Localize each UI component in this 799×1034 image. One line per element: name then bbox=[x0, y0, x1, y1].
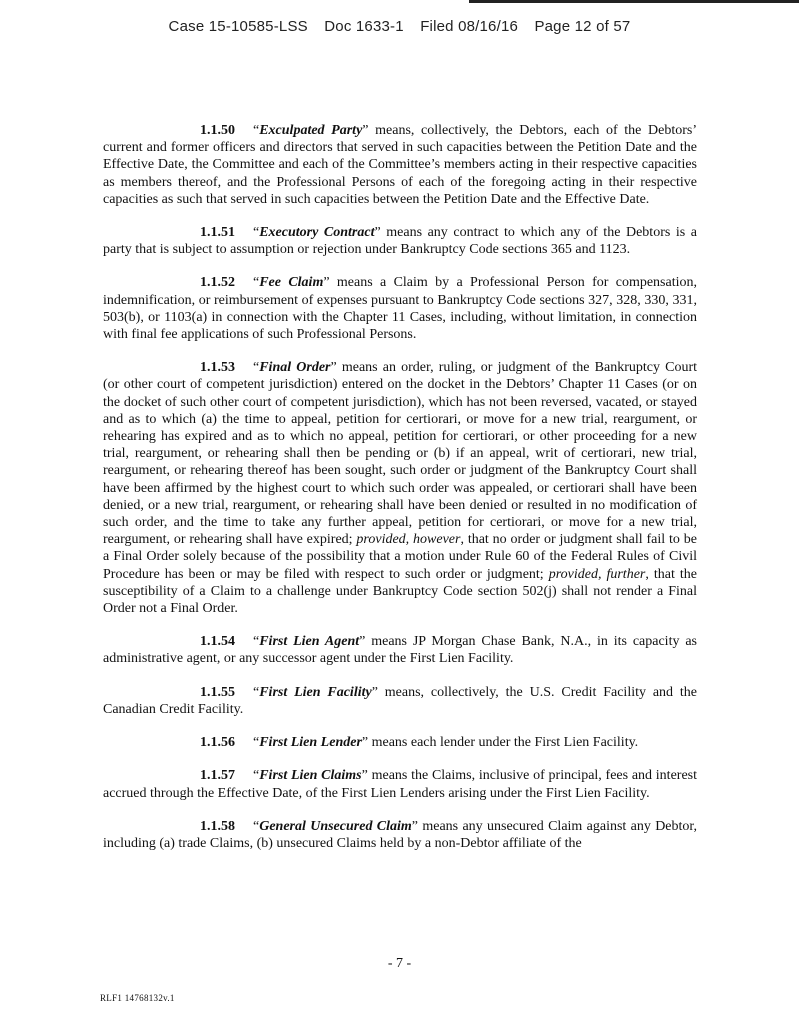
section-number: 1.1.56 bbox=[200, 735, 235, 751]
definition-1-1-54: 1.1.54 “First Lien Agent” means JP Morgan Chase Bank, N.A., in its capacity as administrative agent, or any successor agent under the First Lien Facility. bbox=[103, 634, 697, 667]
defined-term: Final Order bbox=[259, 360, 331, 376]
defined-term: First Lien Claims bbox=[259, 768, 362, 784]
document-id: RLF1 14768132v.1 bbox=[100, 993, 175, 1003]
section-number: 1.1.55 bbox=[200, 684, 235, 700]
section-number: 1.1.50 bbox=[200, 123, 235, 138]
definitions-list bbox=[103, 122, 697, 868]
section-number: 1.1.52 bbox=[200, 275, 235, 291]
proviso-italic: provided, further bbox=[548, 566, 646, 582]
doc-number: Doc 1633-1 bbox=[324, 18, 404, 35]
definition-text: means the Claims, inclusive of principal, fees and interest accrued through the Effective Date, of the First Lien Lenders arising under the First Lien Facility. bbox=[103, 768, 697, 801]
definition-1-1-56: 1.1.56 “First Lien Lender” means each lender under the First Lien Facility. bbox=[200, 735, 639, 751]
scan-edge bbox=[469, 0, 799, 3]
section-number: 1.1.58 bbox=[200, 818, 235, 834]
definition-1-1-57: 1.1.57 “First Lien Claims” means the Claims, inclusive of principal, fees and interest accrued through the Effective Date, of the First Lien Lenders arising under the First Lien Facility. bbox=[103, 768, 697, 801]
definition-text: means a Claim by a Professional Person for compensation, indemnification, or reimbursement of expenses pursuant to Bankruptcy Code sections 327, 328, 330, 331, 503(b), or 1103(a) in connection with the Chapter 11 Cases, including, without limitation, in connection with final fee applications of such Professional Persons. bbox=[103, 275, 697, 343]
definition-text: means, collectively, the U.S. Credit Facility and the Canadian Credit Facility. bbox=[103, 684, 698, 717]
definition-1-1-55: 1.1.55 “First Lien Facility” means, collectively, the U.S. Credit Facility and the Canadian Credit Facility. bbox=[103, 684, 698, 717]
definition-text: means any contract to which any of the Debtors is a party that is subject to assumption or rejection under Bankruptcy Code sections 365 and 1123. bbox=[103, 225, 697, 258]
definition-1-1-53: 1.1.53 “Final Order” means an order, ruling, or judgment of the Bankruptcy Court (or other court of competent jurisdiction) entered on the docket in the Debtors’ Chapter 11 Cases (or on the docket of such other court of competent jurisdiction), which has not been reversed, vacated, or stayed and as to which (a) the time to appeal, petition for certiorari, or move for a new trial, reargument, or rehearing has expired and as to which no appeal, petition for certiorari, or other proceeding for a new trial, reargument, or rehearing shall then be pending or (b) if an appeal, writ of certiorari, new trial, reargument, or rehearing thereof has been sought, such order or judgment of the Bankruptcy Court shall have been affirmed by the highest court to which such order was appealed, or certiorari shall have been denied, or a new trial, reargument, or rehearing shall have been denied or resulted in no modification of such order, and the time to take any further appeal, petition for certiorari, or move for a new trial, reargument, or rehearing shall have expired; provided, however, that no order or judgment shall fail to be a Final Order solely because of the possibility that a motion under Rule 60 of the Federal Rules of Civil Procedure has been or may be filed with respect to such order or judgment; provided, further, that the susceptibility of a Claim to a challenge under Bankruptcy Code section 502(j) shall not render a Final Order not a Final Order. bbox=[103, 360, 697, 617]
page-indicator: Page 12 of 57 bbox=[534, 18, 631, 35]
case-number: Case 15-10585-LSS bbox=[168, 18, 308, 35]
definition-text: means any unsecured Claim against any Debtor, including (a) trade Claims, (b) unsecured Claims held by a non-Debtor affiliate of the bbox=[103, 818, 698, 851]
section-number: 1.1.57 bbox=[200, 768, 235, 784]
definition-text: means JP Morgan Chase Bank, N.A., in its capacity as administrative agent, or any successor agent under the First Lien Facility. bbox=[103, 634, 697, 667]
defined-term: Executory Contract bbox=[259, 225, 375, 241]
defined-term: First Lien Agent bbox=[259, 634, 360, 650]
court-header bbox=[0, 18, 799, 35]
definition-1-1-52: 1.1.52 “Fee Claim” means a Claim by a Professional Person for compensation, indemnification, or reimbursement of expenses pursuant to Bankruptcy Code sections 327, 328, 330, 331, 503(b), or 1103(a) in connection with the Chapter 11 Cases, including, without limitation, in connection with final fee applications of such Professional Persons. bbox=[103, 275, 697, 343]
page-number: - 7 - bbox=[387, 956, 412, 971]
section-number: 1.1.54 bbox=[200, 634, 235, 650]
defined-term: Exculpated Party bbox=[259, 123, 363, 138]
section-number: 1.1.53 bbox=[200, 360, 235, 376]
defined-term: Fee Claim bbox=[259, 275, 324, 291]
definition-text: means each lender under the First Lien Facility. bbox=[368, 735, 639, 751]
definition-1-1-50: 1.1.50 “Exculpated Party” means, collectively, the Debtors, each of the Debtors’ current and former officers and directors that served in such capacities between the Petition Date and the Effective Date, the Committee and each of the Committee’s members acting in their respective capacities as members thereof, and the Professional Persons of each of the foregoing acting in their respective capacities as such that served in such capacities between the Petition Date and the Effective Date. bbox=[103, 123, 697, 207]
defined-term: General Unsecured Claim bbox=[259, 818, 412, 834]
proviso-italic: provided, however bbox=[356, 532, 461, 548]
definition-1-1-58: 1.1.58 “General Unsecured Claim” means any unsecured Claim against any Debtor, including (a) trade Claims, (b) unsecured Claims held by a non-Debtor affiliate of the bbox=[103, 818, 698, 851]
definition-1-1-51: 1.1.51 “Executory Contract” means any contract to which any of the Debtors is a party that is subject to assumption or rejection under Bankruptcy Code sections 365 and 1123. bbox=[103, 225, 697, 258]
section-number: 1.1.51 bbox=[200, 225, 235, 241]
defined-term: First Lien Lender bbox=[259, 735, 362, 751]
defined-term: First Lien Facility bbox=[259, 684, 372, 700]
filed-date: Filed 08/16/16 bbox=[420, 18, 519, 35]
definition-text: means, collectively, the Debtors, each of the Debtors’ current and former officers and directors that served in such capacities between the Petition Date and the Effective Date, the Committee and each of the Committee’s members acting in their respective capacities as members thereof, and the Professional Persons of each of the foregoing acting in their respective capacities as such that served in such capacities between the Petition Date and the Effective Date. bbox=[103, 123, 697, 207]
definition-text: means an order, ruling, or judgment of the Bankruptcy Court (or other court of competent jurisdiction) entered on the docket in the Debtors’ Chapter 11 Cases (or on the docket of such other court of competent jurisdiction), which has not been reversed, vacated, or stayed and as to which (a) the time to appeal, petition for certiorari, or move for a new trial, reargument, or rehearing has expired and as to which no appeal, petition for certiorari, or other proceeding for a new trial, reargument, or rehearing shall then be pending or (b) if an appeal, writ of certiorari, new trial, reargument, or rehearing thereof has been sought, such order or judgment of the Bankruptcy Court shall have been affirmed by the highest court to which such order was appealed, or certiorari shall have been denied, or a new trial, reargument, or rehearing shall have been denied or resulted in no modification of such order, and the time to take any further appeal, petition for certiorari, or move for a new trial, reargument, or rehearing shall have expired; bbox=[103, 360, 697, 548]
